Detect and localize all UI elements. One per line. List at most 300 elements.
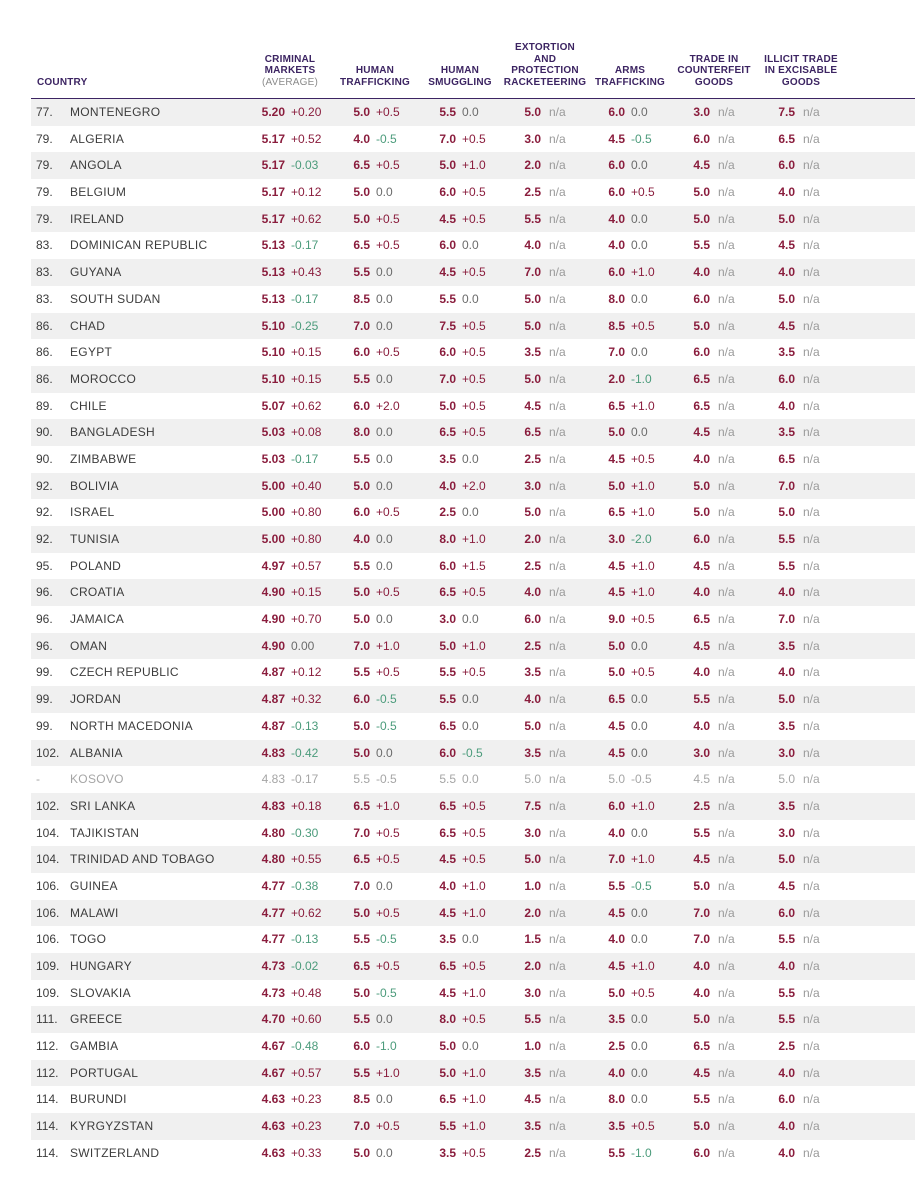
criminal-markets-score: 5.07 — [261, 398, 285, 413]
country-name: PORTUGAL — [70, 1065, 139, 1080]
counterfeit-goods-change: n/a — [718, 158, 735, 173]
extortion-change: n/a — [549, 985, 566, 1000]
human-trafficking-change: 0.0 — [376, 1012, 393, 1027]
human-smuggling-change: 0.0 — [462, 718, 479, 733]
criminal-markets-score: 4.80 — [261, 825, 285, 840]
excisable-goods-change: n/a — [803, 612, 820, 627]
country-name: HUNGARY — [70, 959, 132, 973]
country-name: SOUTH SUDAN — [70, 291, 161, 306]
arms-trafficking-score: 2.5 — [608, 1039, 625, 1054]
human-smuggling-score: 6.5 — [439, 585, 456, 600]
human-smuggling-score: 6.5 — [439, 1092, 456, 1107]
criminal-markets-change: -0.17 — [291, 291, 319, 306]
human-trafficking-change: +0.5 — [376, 585, 400, 600]
excisable-goods-change: n/a — [803, 932, 820, 947]
human-smuggling-score: 6.5 — [439, 825, 456, 840]
counterfeit-goods-change: n/a — [718, 1092, 735, 1107]
criminal-markets-score: 4.63 — [261, 1119, 285, 1134]
human-smuggling-score: 5.5 — [439, 692, 456, 707]
extortion-score: 2.0 — [524, 959, 541, 973]
table-row — [31, 686, 915, 713]
table-row — [31, 713, 915, 740]
extortion-score: 6.5 — [524, 425, 541, 440]
human-smuggling-change: 0.0 — [462, 505, 479, 520]
counterfeit-goods-change: n/a — [718, 1012, 735, 1027]
extortion-score: 6.0 — [524, 612, 541, 627]
human-trafficking-change: -0.5 — [376, 131, 397, 146]
counterfeit-goods-change: n/a — [718, 131, 735, 146]
arms-trafficking-score: 4.5 — [608, 558, 625, 573]
extortion-change: n/a — [549, 318, 566, 333]
counterfeit-goods-change: n/a — [718, 612, 735, 627]
table-row — [31, 499, 915, 526]
criminal-markets-change: -0.13 — [291, 932, 319, 947]
human-smuggling-change: +0.5 — [462, 211, 486, 226]
extortion-change: n/a — [549, 1145, 566, 1160]
arms-trafficking-change: +0.5 — [631, 665, 655, 680]
extortion-score: 2.0 — [524, 905, 541, 920]
rank: 114. — [36, 1092, 59, 1107]
arms-trafficking-score: 4.5 — [608, 585, 625, 600]
rank: 114. — [36, 1119, 59, 1134]
criminal-markets-change: -0.03 — [291, 158, 319, 173]
table-row — [31, 740, 915, 767]
table-row — [31, 793, 915, 820]
criminal-markets-score: 4.77 — [261, 905, 285, 920]
table-row — [31, 1113, 915, 1140]
excisable-goods-score: 4.0 — [778, 1065, 795, 1080]
counterfeit-goods-score: 6.0 — [693, 291, 710, 306]
arms-trafficking-change: 0.0 — [631, 745, 648, 760]
excisable-goods-score: 3.0 — [778, 825, 795, 840]
human-smuggling-change: +0.5 — [462, 959, 486, 973]
human-trafficking-change: 0.0 — [376, 185, 393, 200]
arms-trafficking-score: 4.5 — [608, 905, 625, 920]
criminal-markets-change: -0.17 — [291, 238, 319, 253]
excisable-goods-change: n/a — [803, 371, 820, 386]
extortion-change: n/a — [549, 959, 566, 973]
human-trafficking-score: 5.5 — [353, 772, 370, 787]
header-text: TRAFFICKING — [340, 76, 410, 88]
rank: 86. — [36, 345, 53, 360]
table-row — [31, 206, 915, 233]
arms-trafficking-score: 8.0 — [608, 291, 625, 306]
country-name: JAMAICA — [70, 612, 125, 627]
counterfeit-goods-change: n/a — [718, 692, 735, 707]
counterfeit-goods-score: 3.0 — [693, 745, 710, 760]
extortion-score: 2.5 — [524, 638, 541, 653]
human-smuggling-change: +1.0 — [462, 878, 486, 893]
criminal-markets-change: -0.17 — [291, 451, 319, 466]
arms-trafficking-score: 4.5 — [608, 718, 625, 733]
excisable-goods-change: n/a — [803, 878, 820, 893]
counterfeit-goods-change: n/a — [718, 505, 735, 520]
arms-trafficking-change: -1.0 — [631, 1145, 652, 1160]
arms-trafficking-change: +0.5 — [631, 612, 655, 627]
human-smuggling-score: 7.0 — [439, 131, 456, 146]
header-text: EXTORTION — [515, 42, 575, 53]
rank: 106. — [36, 878, 60, 893]
arms-trafficking-score: 5.0 — [608, 985, 625, 1000]
human-trafficking-score: 5.0 — [353, 612, 370, 627]
criminal-markets-score: 4.83 — [261, 772, 285, 787]
excisable-goods-score: 6.0 — [778, 158, 795, 173]
counterfeit-goods-score: 5.0 — [693, 1012, 710, 1027]
extortion-change: n/a — [549, 718, 566, 733]
extortion-change: n/a — [549, 665, 566, 680]
header-excisable-goods — [756, 54, 846, 89]
rank: 79. — [36, 131, 53, 146]
rank: - — [36, 772, 40, 787]
criminal-markets-score: 5.13 — [261, 291, 285, 306]
human-smuggling-change: +1.0 — [462, 1092, 486, 1107]
counterfeit-goods-score: 6.0 — [693, 131, 710, 146]
arms-trafficking-score: 4.0 — [608, 1065, 625, 1080]
counterfeit-goods-score: 6.5 — [693, 371, 710, 386]
human-smuggling-change: 0.0 — [462, 932, 479, 947]
extortion-score: 3.0 — [524, 825, 541, 840]
human-smuggling-change: +1.0 — [462, 158, 486, 173]
human-trafficking-change: +0.5 — [376, 345, 400, 360]
human-trafficking-change: 0.0 — [376, 1145, 393, 1160]
human-smuggling-change: +0.5 — [462, 1012, 486, 1027]
arms-trafficking-change: 0.0 — [631, 345, 648, 360]
criminal-markets-change: +0.12 — [291, 185, 322, 200]
country-name: TUNISIA — [70, 532, 120, 546]
counterfeit-goods-score: 2.5 — [693, 798, 710, 813]
criminal-markets-change: +0.23 — [291, 1119, 322, 1134]
human-smuggling-change: -0.5 — [462, 745, 483, 760]
criminal-markets-score: 4.73 — [261, 959, 285, 973]
arms-trafficking-change: 0.0 — [631, 1065, 648, 1080]
country-name: BANGLADESH — [70, 425, 156, 440]
human-smuggling-change: +0.5 — [462, 371, 486, 386]
counterfeit-goods-change: n/a — [718, 638, 735, 653]
excisable-goods-change: n/a — [803, 1092, 820, 1107]
human-trafficking-change: 0.0 — [376, 532, 393, 546]
criminal-markets-score: 5.20 — [261, 105, 285, 119]
extortion-score: 2.5 — [524, 451, 541, 466]
criminal-markets-score: 4.87 — [261, 665, 285, 680]
counterfeit-goods-score: 4.0 — [693, 959, 710, 973]
table-row — [31, 846, 915, 873]
counterfeit-goods-change: n/a — [718, 425, 735, 440]
human-trafficking-change: +0.5 — [376, 238, 400, 253]
criminal-markets-change: +0.33 — [291, 1145, 322, 1160]
extortion-change: n/a — [549, 185, 566, 200]
counterfeit-goods-score: 4.5 — [693, 1065, 710, 1080]
human-smuggling-score: 4.5 — [439, 985, 456, 1000]
human-smuggling-score: 5.5 — [439, 772, 456, 787]
criminal-markets-score: 4.90 — [261, 612, 285, 627]
human-trafficking-change: 0.0 — [376, 318, 393, 333]
human-smuggling-score: 3.5 — [439, 932, 456, 947]
country-name: BURUNDI — [70, 1092, 127, 1107]
counterfeit-goods-change: n/a — [718, 1065, 735, 1080]
criminal-markets-score: 4.67 — [261, 1039, 285, 1054]
country-name: ZIMBABWE — [70, 451, 137, 466]
human-smuggling-score: 7.5 — [439, 318, 456, 333]
header-text: GOODS — [694, 76, 734, 88]
extortion-score: 3.5 — [524, 1065, 541, 1080]
extortion-change: n/a — [549, 478, 566, 493]
arms-trafficking-change: 0.0 — [631, 692, 648, 707]
criminal-markets-change: -0.38 — [291, 878, 319, 893]
rank: 92. — [36, 532, 53, 546]
human-trafficking-change: +0.5 — [376, 105, 400, 119]
human-trafficking-change: 0.0 — [376, 265, 393, 280]
extortion-change: n/a — [549, 238, 566, 253]
header-human-trafficking — [335, 65, 415, 88]
human-trafficking-score: 7.0 — [353, 638, 370, 653]
counterfeit-goods-score: 6.5 — [693, 398, 710, 413]
criminal-markets-score: 4.90 — [261, 585, 285, 600]
arms-trafficking-score: 5.5 — [608, 1145, 625, 1160]
country-name: SWITZERLAND — [70, 1145, 160, 1160]
human-trafficking-score: 4.0 — [353, 131, 370, 146]
counterfeit-goods-change: n/a — [718, 105, 735, 119]
human-trafficking-score: 6.0 — [353, 505, 370, 520]
criminal-markets-score: 4.83 — [261, 745, 285, 760]
rank: 86. — [36, 371, 53, 386]
header-text: CRIMINAL — [264, 53, 316, 65]
excisable-goods-change: n/a — [803, 238, 820, 253]
arms-trafficking-change: +1.0 — [631, 852, 655, 867]
arms-trafficking-score: 6.0 — [608, 265, 625, 280]
arms-trafficking-score: 6.5 — [608, 505, 625, 520]
table-row — [31, 393, 915, 420]
arms-trafficking-change: 0.0 — [631, 1012, 648, 1027]
extortion-change: n/a — [549, 265, 566, 280]
header-text: PROTECTION — [511, 65, 579, 76]
extortion-change: n/a — [549, 1119, 566, 1134]
excisable-goods-change: n/a — [803, 959, 820, 973]
arms-trafficking-change: 0.0 — [631, 425, 648, 440]
criminal-markets-score: 5.13 — [261, 265, 285, 280]
human-smuggling-change: +0.5 — [462, 265, 486, 280]
human-smuggling-score: 4.5 — [439, 211, 456, 226]
rank: 99. — [36, 692, 53, 707]
arms-trafficking-change: +1.0 — [631, 398, 655, 413]
criminal-markets-score: 4.83 — [261, 798, 285, 813]
counterfeit-goods-change: n/a — [718, 265, 735, 280]
arms-trafficking-change: -2.0 — [631, 532, 652, 546]
excisable-goods-change: n/a — [803, 478, 820, 493]
criminal-markets-change: +0.62 — [291, 905, 322, 920]
excisable-goods-change: n/a — [803, 692, 820, 707]
extortion-change: n/a — [549, 692, 566, 707]
header-extortion — [500, 42, 590, 88]
rank: 112. — [36, 1039, 59, 1054]
country-name: EGYPT — [70, 345, 113, 360]
arms-trafficking-change: 0.0 — [631, 638, 648, 653]
excisable-goods-score: 4.5 — [778, 238, 795, 253]
human-smuggling-score: 2.5 — [439, 505, 456, 520]
human-trafficking-score: 5.0 — [353, 185, 370, 200]
extortion-change: n/a — [549, 852, 566, 867]
extortion-score: 3.5 — [524, 345, 541, 360]
extortion-score: 5.5 — [524, 211, 541, 226]
counterfeit-goods-score: 5.0 — [693, 318, 710, 333]
human-trafficking-change: +0.5 — [376, 158, 400, 173]
criminal-markets-change: +0.55 — [291, 852, 322, 867]
arms-trafficking-score: 4.5 — [608, 451, 625, 466]
human-trafficking-change: +2.0 — [376, 398, 400, 413]
extortion-change: n/a — [549, 211, 566, 226]
extortion-change: n/a — [549, 638, 566, 653]
header-counterfeit-goods — [674, 54, 754, 89]
counterfeit-goods-change: n/a — [718, 665, 735, 680]
counterfeit-goods-change: n/a — [718, 772, 735, 787]
header-text: RACKETEERING — [503, 76, 587, 88]
counterfeit-goods-change: n/a — [718, 558, 735, 573]
table-row — [31, 232, 915, 259]
human-trafficking-change: +0.5 — [376, 825, 400, 840]
criminal-markets-change: +0.57 — [291, 558, 322, 573]
rank: 106. — [36, 905, 60, 920]
excisable-goods-score: 3.5 — [778, 345, 795, 360]
excisable-goods-score: 5.0 — [778, 692, 795, 707]
excisable-goods-change: n/a — [803, 772, 820, 787]
human-smuggling-score: 6.0 — [439, 745, 456, 760]
rank: 86. — [36, 318, 53, 333]
criminal-markets-score: 5.10 — [261, 318, 285, 333]
human-trafficking-change: +0.5 — [376, 1119, 400, 1134]
country-name: CHILE — [70, 398, 107, 413]
extortion-score: 2.0 — [524, 532, 541, 546]
human-smuggling-change: +1.0 — [462, 985, 486, 1000]
table-row — [31, 366, 915, 393]
excisable-goods-score: 7.5 — [778, 105, 795, 119]
counterfeit-goods-change: n/a — [718, 371, 735, 386]
table-row — [31, 1140, 915, 1167]
counterfeit-goods-change: n/a — [718, 878, 735, 893]
excisable-goods-change: n/a — [803, 665, 820, 680]
counterfeit-goods-score: 4.5 — [693, 425, 710, 440]
country-name: SRI LANKA — [70, 798, 136, 813]
arms-trafficking-change: +0.5 — [631, 1119, 655, 1134]
excisable-goods-score: 7.0 — [778, 612, 795, 627]
excisable-goods-score: 5.0 — [778, 852, 795, 867]
human-trafficking-change: 0.0 — [376, 612, 393, 627]
excisable-goods-score: 2.5 — [778, 1039, 795, 1054]
human-smuggling-change: +0.5 — [462, 185, 486, 200]
country-name: ALGERIA — [70, 131, 125, 146]
human-trafficking-change: 0.0 — [376, 425, 393, 440]
counterfeit-goods-score: 4.0 — [693, 585, 710, 600]
country-name: CZECH REPUBLIC — [70, 665, 179, 680]
header-subtext: (AVERAGE) — [261, 76, 319, 88]
human-trafficking-score: 6.5 — [353, 959, 370, 973]
excisable-goods-change: n/a — [803, 905, 820, 920]
table-row — [31, 99, 915, 126]
rank: 96. — [36, 612, 53, 627]
extortion-score: 3.5 — [524, 665, 541, 680]
header-text: TRAFFICKING — [595, 76, 665, 88]
extortion-change: n/a — [549, 505, 566, 520]
excisable-goods-change: n/a — [803, 185, 820, 200]
extortion-change: n/a — [549, 772, 566, 787]
arms-trafficking-change: 0.0 — [631, 905, 648, 920]
country-name: CROATIA — [70, 585, 125, 600]
criminal-markets-change: +0.57 — [291, 1065, 322, 1080]
criminal-markets-change: +0.08 — [291, 425, 322, 440]
rank: 96. — [36, 638, 53, 653]
human-trafficking-change: +0.5 — [376, 211, 400, 226]
arms-trafficking-change: 0.0 — [631, 1039, 648, 1054]
criminal-markets-change: +0.15 — [291, 371, 322, 386]
human-trafficking-score: 6.0 — [353, 345, 370, 360]
header-text: ILLICIT TRADE — [764, 53, 838, 65]
human-smuggling-score: 4.0 — [439, 878, 456, 893]
human-smuggling-change: 0.0 — [462, 238, 479, 253]
excisable-goods-change: n/a — [803, 1065, 820, 1080]
header-text: AND — [533, 53, 557, 65]
counterfeit-goods-change: n/a — [718, 585, 735, 600]
human-trafficking-score: 6.5 — [353, 852, 370, 867]
arms-trafficking-score: 6.5 — [608, 398, 625, 413]
criminal-markets-score: 4.70 — [261, 1012, 285, 1027]
counterfeit-goods-score: 4.0 — [693, 718, 710, 733]
rank: 83. — [36, 238, 53, 253]
human-smuggling-change: +0.5 — [462, 665, 486, 680]
country-name: TRINIDAD AND TOBAGO — [70, 852, 215, 867]
human-trafficking-score: 6.5 — [353, 158, 370, 173]
arms-trafficking-score: 3.5 — [608, 1119, 625, 1134]
criminal-markets-change: +0.62 — [291, 398, 322, 413]
table-row — [31, 313, 915, 340]
excisable-goods-change: n/a — [803, 265, 820, 280]
human-smuggling-score: 3.5 — [439, 451, 456, 466]
arms-trafficking-change: 0.0 — [631, 158, 648, 173]
human-trafficking-score: 5.0 — [353, 211, 370, 226]
counterfeit-goods-score: 7.0 — [693, 932, 710, 947]
rank: 104. — [36, 825, 60, 840]
arms-trafficking-change: +1.0 — [631, 558, 655, 573]
human-trafficking-score: 5.5 — [353, 451, 370, 466]
human-trafficking-score: 6.5 — [353, 238, 370, 253]
header-criminal-markets — [250, 54, 330, 89]
human-trafficking-change: -0.5 — [376, 772, 397, 787]
criminal-markets-score: 5.17 — [261, 158, 285, 173]
human-trafficking-change: -0.5 — [376, 692, 397, 707]
human-smuggling-score: 6.5 — [439, 798, 456, 813]
criminal-markets-score: 4.80 — [261, 852, 285, 867]
criminal-markets-change: +0.62 — [291, 211, 322, 226]
criminal-markets-change: +0.60 — [291, 1012, 322, 1027]
criminal-markets-score: 5.10 — [261, 345, 285, 360]
human-smuggling-score: 7.0 — [439, 371, 456, 386]
criminal-markets-score: 5.00 — [261, 478, 285, 493]
rank: 83. — [36, 291, 53, 306]
arms-trafficking-change: +1.0 — [631, 798, 655, 813]
excisable-goods-score: 5.5 — [778, 985, 795, 1000]
extortion-change: n/a — [549, 878, 566, 893]
criminal-markets-change: +0.40 — [291, 478, 322, 493]
human-trafficking-change: -0.5 — [376, 932, 397, 947]
arms-trafficking-change: +0.5 — [631, 185, 655, 200]
criminal-markets-score: 5.03 — [261, 425, 285, 440]
table-row — [31, 473, 915, 500]
human-smuggling-score: 5.5 — [439, 105, 456, 119]
rank: 102. — [36, 798, 60, 813]
country-name: POLAND — [70, 558, 122, 573]
human-trafficking-score: 5.0 — [353, 745, 370, 760]
counterfeit-goods-score: 5.0 — [693, 211, 710, 226]
country-name: GUYANA — [70, 265, 122, 280]
human-smuggling-change: 0.0 — [462, 772, 479, 787]
human-smuggling-change: +1.0 — [462, 1119, 486, 1134]
